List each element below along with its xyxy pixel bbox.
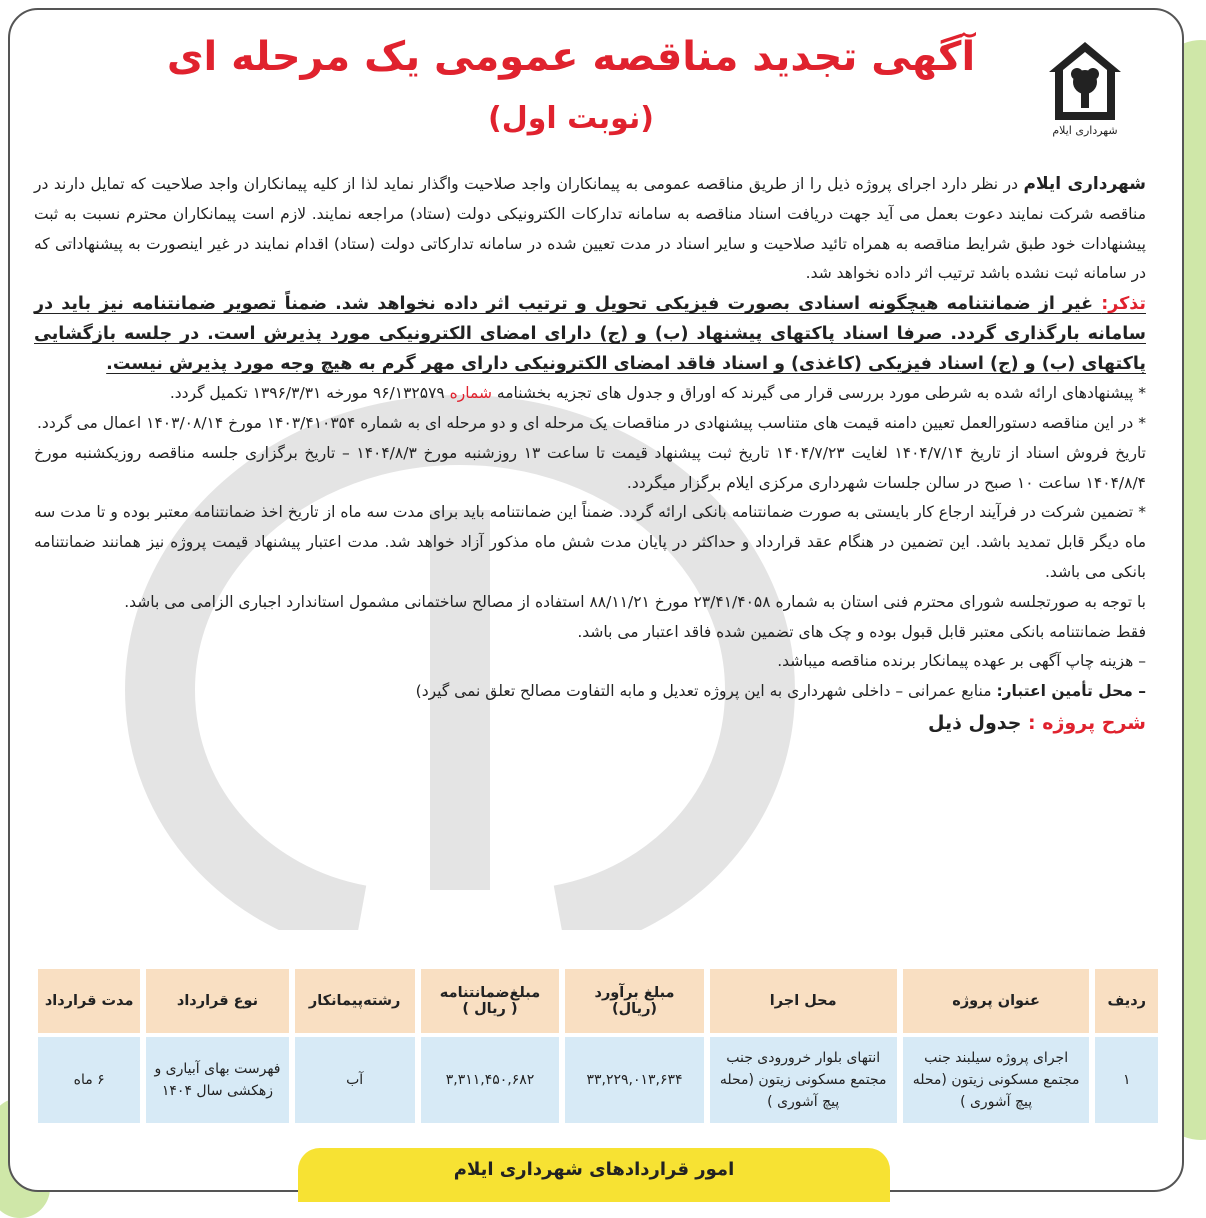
note-text: غیر از ضمانتنامه هیچگونه اسنادی بصورت فیزیکی تحویل و ترتیب اثر داده نخواهد شد. ضمناً تصویر ضمانتنامه نیز باید در سامانه بارگذاری گردد. صرفا اسناد پاکتهای پیشنهاد (ب) و (ج) دارای امضای الکترونیکی مورد پذیرش است. در جلسه بازگشایی پاکتهای (ب) و (ج) اسناد فیزیکی (کاغذی) و اسناد فاقد امضای الکترونیکی دارای مهر گرم به هیچ وجه مورد پذیرش نیست. (34, 294, 1146, 375)
paragraph-1 (34, 379, 1146, 409)
funding-label: – محل تأمین اعتبار: (996, 682, 1146, 701)
paragraph-6: فقط ضمانتنامه بانکی معتبر قابل قبول بوده و چک های تضمین شده فاقد اعتبار می باشد. (577, 622, 1146, 641)
cell-estimate: ۳۳,۲۲۹,۰۱۳,۶۳۴ (565, 1037, 703, 1123)
header-row-number: ردیف (1095, 969, 1158, 1033)
header-guarantee: مبلغ‌ضمانتنامه ( ریال ) (421, 969, 560, 1033)
footer-banner: امور قراردادهای شهرداری ایلام (298, 1148, 890, 1202)
intro-lead: شهرداری ایلام (1023, 174, 1146, 194)
funding-paragraph (34, 677, 1146, 707)
project-table (32, 965, 1164, 1127)
note-paragraph (34, 289, 1146, 379)
notice-title: آگهی تجدید مناقصه عمومی یک مرحله ای (166, 34, 976, 80)
header-location: محل اجرا (710, 969, 897, 1033)
house-logo-icon (1045, 38, 1125, 124)
municipality-logo (1030, 38, 1140, 158)
notice-body (34, 170, 1146, 739)
cell-project-title: اجرای پروژه سیلبند جنب مجتمع مسکونی زیتون (محله پیچ آشوری ) (903, 1037, 1090, 1123)
cell-guarantee: ۳,۳۱۱,۴۵۰,۶۸۲ (421, 1037, 560, 1123)
intro-paragraph (34, 170, 1146, 289)
header-estimate: مبلغ برآورد (ریال) (565, 969, 703, 1033)
intro-text: در نظر دارد اجرای پروژه ذیل را از طریق مناقصه عمومی به پیمانکاران واجد صلاحیت واگذار نماید لذا از کلیه پیمانکاران واجد صلاحیت که تمایل دارند در مناقصه شرکت نمایند دعوت بعمل می آید جهت دریافت اسناد مناقصه به سامانه تدارکات الکترونیکی دولت (ستاد) مراجعه نمایند. لازم است پیمانکاران محترم نسبت به ثبت پیشنهادات خود طبق شرایط مناقصه به همراه تائید صلاحیت و سایر اسناد در مدت تعیین شده در سامانه تدارکاتی دولت (ستاد) اقدام نمایند در غیر اینصورت به پیشنهاداتی که در سامانه ثبت نشده باشد ترتیب اثر داده نخواهد شد. (34, 175, 1146, 283)
cell-duration: ۶ ماه (38, 1037, 140, 1123)
cell-contractor-field: آب (295, 1037, 415, 1123)
notice-subtitle: (نوبت اول) (488, 101, 654, 136)
p1-red-word: شماره (449, 384, 492, 403)
table-row (38, 1037, 1158, 1123)
paragraph-4: * تضمین شرکت در فرآیند ارجاع کار بایستی به صورت ضمانتنامه بانکی ارائه گردد. ضمناً این ضمانتنامه باید برای مدت سه ماه از تاریخ اخذ ضمانتنامه معتبر بوده و تا مدت سه ماه دیگر قابل تمدید باشد. این تضمین در هنگام عقد قرارداد و حداکثر در پایان مدت شش ماه مذکور آزاد خواهد شد. مدت اعتبار پیشنهاد قیمت پروژه نیز همانند ضمانتنامه بانکی می باشد. (34, 503, 1146, 581)
paragraph-3: تاریخ فروش اسناد از تاریخ ۱۴۰۴/۷/۱۴ لغایت ۱۴۰۴/۷/۲۳ تاریخ ثبت پیشنهاد قیمت تا ساعت ۱۳ روزشنبه مورخ ۱۴۰۴/۸/۳ – تاریخ برگزاری جلسه مناقصه روزیکشنبه مورخ ۱۴۰۴/۸/۴ ساعت ۱۰ صبح در سالن جلسات شهرداری مرکزی ایلام برگزار میگردد. (34, 443, 1146, 492)
cell-row-number: ۱ (1095, 1037, 1158, 1123)
section-label: شرح پروژه : (1028, 711, 1146, 734)
table-header-row (38, 969, 1158, 1033)
p1-text: * پیشنهادهای ارائه شده به شرطی مورد بررسی قرار می گیرند که اوراق و جدول های تجزیه بخشنامه (491, 384, 1146, 403)
funding-text: منابع عمرانی – داخلی شهرداری به این پروژه تعدیل و مابه التفاوت مصالح تعلق نمی گیرد) (415, 682, 997, 701)
header-duration: مدت قرارداد (38, 969, 140, 1033)
header-contract-type: نوع قرارداد (146, 969, 288, 1033)
header-contractor-field: رشته‌پیمانکار (295, 969, 415, 1033)
p1-text-end: ۹۶/۱۳۲۵۷۹ مورخه ۱۳۹۶/۳/۳۱ تکمیل گردد. (169, 384, 450, 403)
section-text: جدول ذیل (928, 711, 1029, 734)
paragraph-5: با توجه به صورتجلسه شورای محترم فنی استان به شماره ۲۳/۴۱/۴۰۵۸ مورخ ۸۸/۱۱/۲۱ استفاده از مصالح ساختمانی مشمول استاندارد اجباری الزامی می باشد. (124, 592, 1146, 611)
cell-contract-type: فهرست بهای آبیاری و زهکشی سال ۱۴۰۴ (146, 1037, 288, 1123)
header-project-title: عنوان پروژه (903, 969, 1090, 1033)
project-section-title (34, 707, 1146, 739)
note-label: تذکر: (1101, 294, 1146, 315)
cell-location: انتهای بلوار خرورودی جنب مجتمع مسکونی زیتون (محله پیچ آشوری ) (710, 1037, 897, 1123)
paragraph-7: – هزینه چاپ آگهی بر عهده پیمانکار برنده مناقصه میباشد. (777, 652, 1146, 671)
logo-caption: شهرداری ایلام (1052, 124, 1118, 137)
paragraph-2: * در این مناقصه دستورالعمل تعیین دامنه قیمت های متناسب پیشنهادی در مناقصات یک مرحله ای و دو مرحله ای به شماره ۱۴۰۳/۴۱۰۳۵۴ مورخ ۱۴۰۳/۰۸/۱۴ اعمال می گردد. (36, 413, 1146, 432)
